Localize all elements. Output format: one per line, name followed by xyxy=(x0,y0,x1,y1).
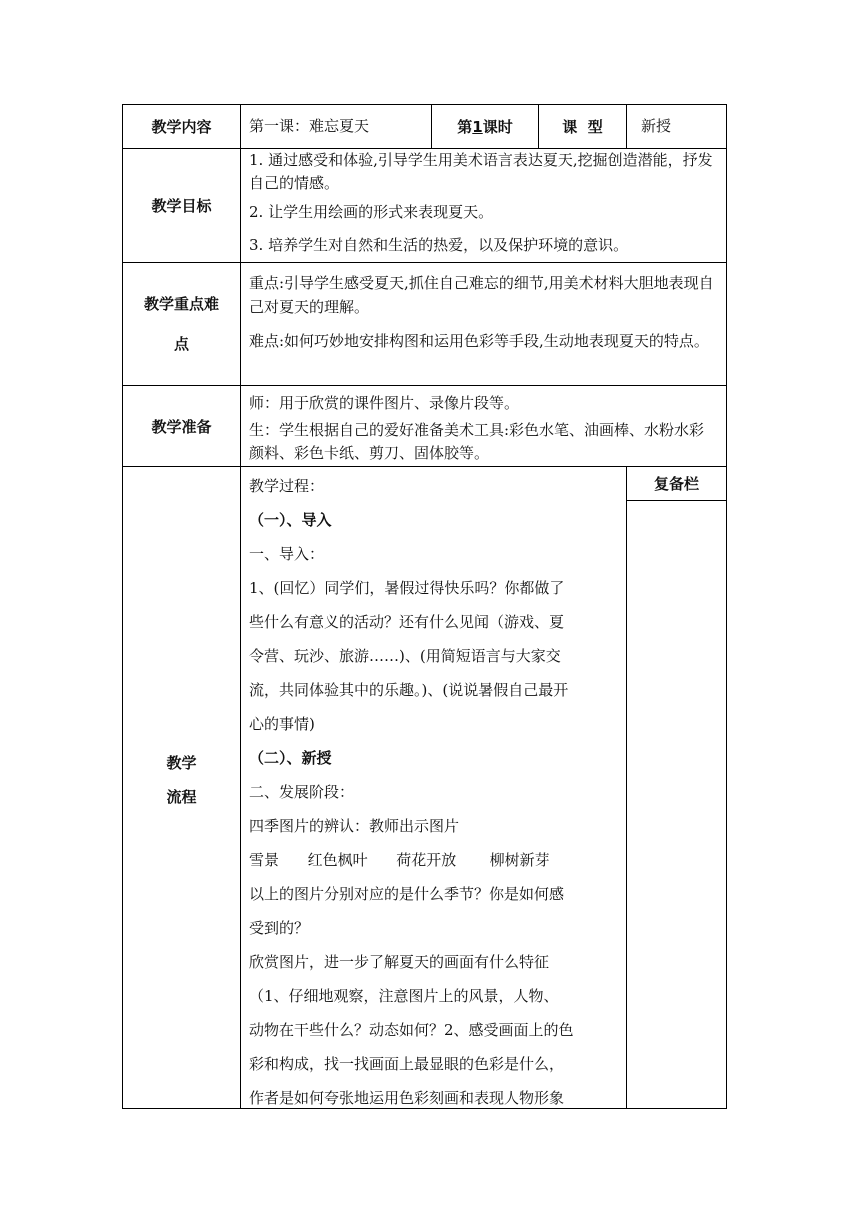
process-line: 些什么有意义的活动？还有什么见闻（游戏、夏 xyxy=(249,613,565,631)
process-line: 流，共同体验其中的乐趣。)、(说说暑假自己最开 xyxy=(249,681,569,699)
type-label: 课 型 xyxy=(562,118,603,136)
process-label-line2: 流程 xyxy=(166,788,197,806)
key-points-label xyxy=(123,263,240,385)
process-line: 心的事情) xyxy=(249,715,315,733)
process-line: 1、(回忆）同学们，暑假过得快乐吗？你都做了 xyxy=(249,579,565,597)
student-prep: 生：学生根据自己的爱好准备美术工具:彩色水笔、油画棒、水粉水彩颜料、彩色卡纸、剪刀、固体胶等。 xyxy=(249,421,705,462)
table-border-right xyxy=(726,104,727,1109)
process-line: 雪景 红色枫叶 荷花开放 柳树新芽 xyxy=(249,851,550,869)
process-line: 二、发展阶段： xyxy=(249,783,355,801)
type-value: 新授 xyxy=(641,117,672,135)
process-line: （1、仔细地观察，注意图片上的风景，人物、 xyxy=(249,987,559,1005)
notes-column-divider xyxy=(626,466,627,1109)
teacher-prep: 师：用于欣赏的课件图片、录像片段等。 xyxy=(249,394,520,412)
goals-content xyxy=(241,149,726,262)
key-points-label-line2: 点 xyxy=(173,335,189,353)
key-points-label-line1: 教学重点难 xyxy=(143,295,219,313)
process-label-line1: 教学 xyxy=(166,754,197,772)
focus-text: 重点:引导学生感受夏天,抓住自己难忘的细节,用美术材料大胆地表现自己对夏天的理解。 xyxy=(249,274,714,316)
period-suffix: 课时 xyxy=(482,118,513,136)
goals-label: 教学目标 xyxy=(151,197,212,215)
process-line: 一、导入： xyxy=(249,545,325,563)
process-line: 以上的图片分别对应的是什么季节？你是如何感 xyxy=(249,885,565,903)
process-section-heading: （一）、导入 xyxy=(249,511,332,529)
content-value: 第一课：难忘夏天 xyxy=(249,117,370,135)
process-line: 令营、玩沙、旅游……)、(用简短语言与大家交 xyxy=(249,647,561,665)
preparation-label: 教学准备 xyxy=(151,417,212,436)
process-line: 欣赏图片，进一步了解夏天的画面有什么特征 xyxy=(249,953,550,971)
content-label: 教学内容 xyxy=(151,118,212,136)
process-line: 四季图片的辨认：教师出示图片 xyxy=(249,817,460,835)
notes-header-divider xyxy=(626,500,727,501)
difficulty-text: 难点:如何巧妙地安排构图和运用色彩等手段,生动地表现夏天的特点。 xyxy=(249,332,709,350)
process-label xyxy=(123,740,240,820)
process-line: 彩和构成，找一找画面上最显眼的色彩是什么， xyxy=(249,1055,565,1073)
process-line: 动物在干些什么？动态如何？2、感受画面上的色 xyxy=(249,1021,574,1039)
goal-item: 2. 让学生用绘画的形式来表现夏天。 xyxy=(249,203,494,221)
notes-label: 复备栏 xyxy=(653,475,699,493)
process-line: 作者是如何夸张地运用色彩刻画和表现人物形象 xyxy=(249,1089,565,1107)
period-number: 1 xyxy=(472,117,483,136)
goal-item: 3. 培养学生对自然和生活的热爱，以及保护环境的意识。 xyxy=(249,236,629,254)
process-line: 教学过程： xyxy=(249,477,325,495)
process-line: 受到的？ xyxy=(249,919,310,937)
period-prefix: 第 xyxy=(457,118,473,136)
key-points-content xyxy=(241,263,726,385)
process-content xyxy=(241,469,626,1107)
period-cell xyxy=(432,105,538,148)
preparation-content xyxy=(241,386,726,466)
process-section-heading: （二）、新授 xyxy=(249,749,332,767)
goal-item: 1. 通过感受和体验,引导学生用美术语言表达夏天,挖掘创造潜能，抒发自己的情感。 xyxy=(249,151,713,192)
